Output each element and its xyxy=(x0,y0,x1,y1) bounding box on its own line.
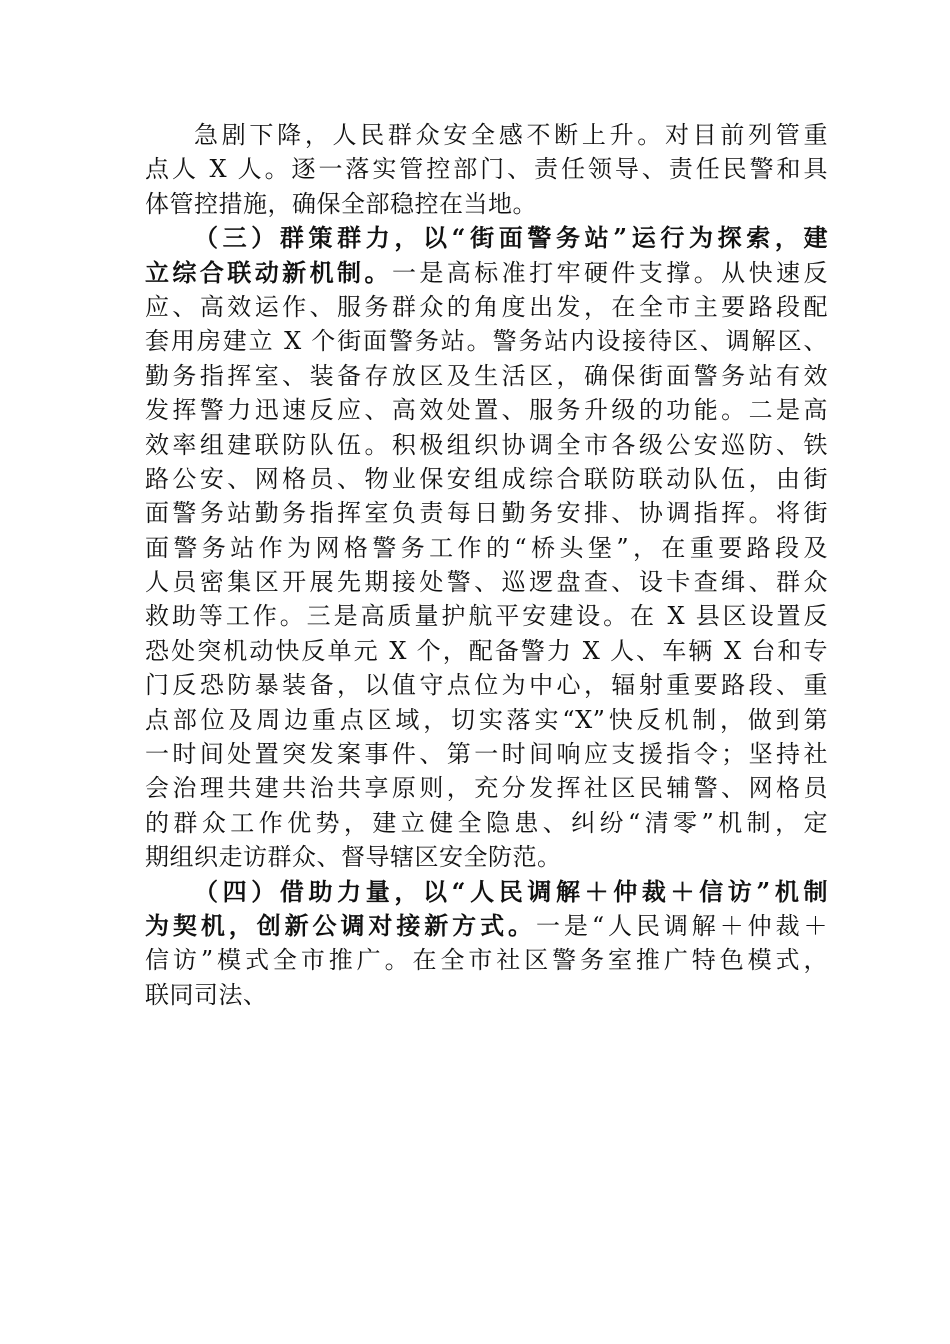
section-heading-run: （四）借助力量，以“人民调解＋仲裁＋信访”机制 xyxy=(194,876,828,906)
text-line xyxy=(145,221,828,255)
text-line xyxy=(145,428,828,462)
text-run: 人员密集区开展先期接处警、巡逻盘查、设卡查缉、群众 xyxy=(145,568,828,597)
text-line xyxy=(145,703,828,737)
text-run: 点人 X 人。逐一落实管控部门、责任领导、责任民警和具 xyxy=(145,155,828,184)
section-heading-run: 为契机，创新公调对接新方式。 xyxy=(145,910,536,940)
text-run: 的群众工作优势，建立健全隐患、纠纷“清零”机制，定 xyxy=(145,808,828,837)
text-line xyxy=(145,359,828,393)
paragraph xyxy=(145,221,828,874)
text-line xyxy=(145,152,828,186)
paragraph xyxy=(145,118,828,221)
text-run: 套用房建立 X 个街面警务站。警务站内设接待区、调解区、 xyxy=(145,327,828,356)
text-run: 效率组建联防队伍。积极组织协调全市各级公安巡防、铁 xyxy=(145,430,828,459)
text-line xyxy=(145,978,828,1012)
text-line xyxy=(145,599,828,633)
text-run: 一时间处置突发案事件、第一时间响应支援指令；坚持社 xyxy=(145,740,828,769)
text-run: 面警务站勤务指挥室负责每日勤务安排、协调指挥。将街 xyxy=(145,499,828,528)
text-line xyxy=(145,875,828,909)
text-run: 门反恐防暴装备，以值守点位为中心，辐射重要路段、重 xyxy=(145,671,828,700)
text-line xyxy=(145,909,828,943)
text-line xyxy=(145,943,828,977)
text-run: 勤务指挥室、装备存放区及生活区，确保街面警务站有效 xyxy=(145,361,828,390)
paragraph xyxy=(145,875,828,1013)
text-run: 点部位及周边重点区域，切实落实“X”快反机制，做到第 xyxy=(145,705,828,734)
text-run: 应、高效运作、服务群众的角度出发，在全市主要路段配 xyxy=(145,292,828,321)
section-heading-run: （三）群策群力，以“街面警务站”运行为探索，建 xyxy=(194,223,828,253)
document-body xyxy=(145,118,828,1012)
text-run: 路公安、网格员、物业保安组成综合联防联动队伍，由街 xyxy=(145,464,828,493)
text-line xyxy=(145,737,828,771)
text-run: 体管控措施，确保全部稳控在当地。 xyxy=(145,189,537,218)
text-line xyxy=(145,187,828,221)
text-line xyxy=(145,531,828,565)
text-line xyxy=(145,496,828,530)
text-line xyxy=(145,668,828,702)
text-line xyxy=(145,840,828,874)
section-heading-run: 立综合联动新机制。 xyxy=(145,257,392,287)
text-run: 一是高标准打牢硬件支撑。从快速反 xyxy=(391,258,828,287)
text-run: 一是“人民调解＋仲裁＋ xyxy=(535,911,828,940)
text-run: 联同司法、 xyxy=(145,980,268,1009)
text-run: 信访”模式全市推广。在全市社区警务室推广特色模式， xyxy=(145,946,828,975)
text-line xyxy=(145,324,828,358)
text-run: 发挥警力迅速反应、高效处置、服务升级的功能。二是高 xyxy=(145,396,828,425)
text-line xyxy=(145,118,828,152)
text-line xyxy=(145,462,828,496)
text-line xyxy=(145,806,828,840)
text-line xyxy=(145,256,828,290)
text-run: 期组织走访群众、督导辖区安全防范。 xyxy=(145,843,562,872)
text-run: 救助等工作。三是高质量护航平安建设。在 X 县区设置反 xyxy=(145,602,828,631)
text-line xyxy=(145,393,828,427)
text-run: 会治理共建共治共享原则，充分发挥社区民辅警、网格员 xyxy=(145,774,828,803)
text-line xyxy=(145,565,828,599)
text-run: 面警务站作为网格警务工作的“桥头堡”，在重要路段及 xyxy=(145,533,828,562)
text-run: 急剧下降，人民群众安全感不断上升。对目前列管重 xyxy=(194,121,828,149)
text-line xyxy=(145,634,828,668)
text-run: 恐处突机动快反单元 X 个，配备警力 X 人、车辆 X 台和专 xyxy=(145,636,828,665)
text-line xyxy=(145,771,828,805)
text-line xyxy=(145,290,828,324)
